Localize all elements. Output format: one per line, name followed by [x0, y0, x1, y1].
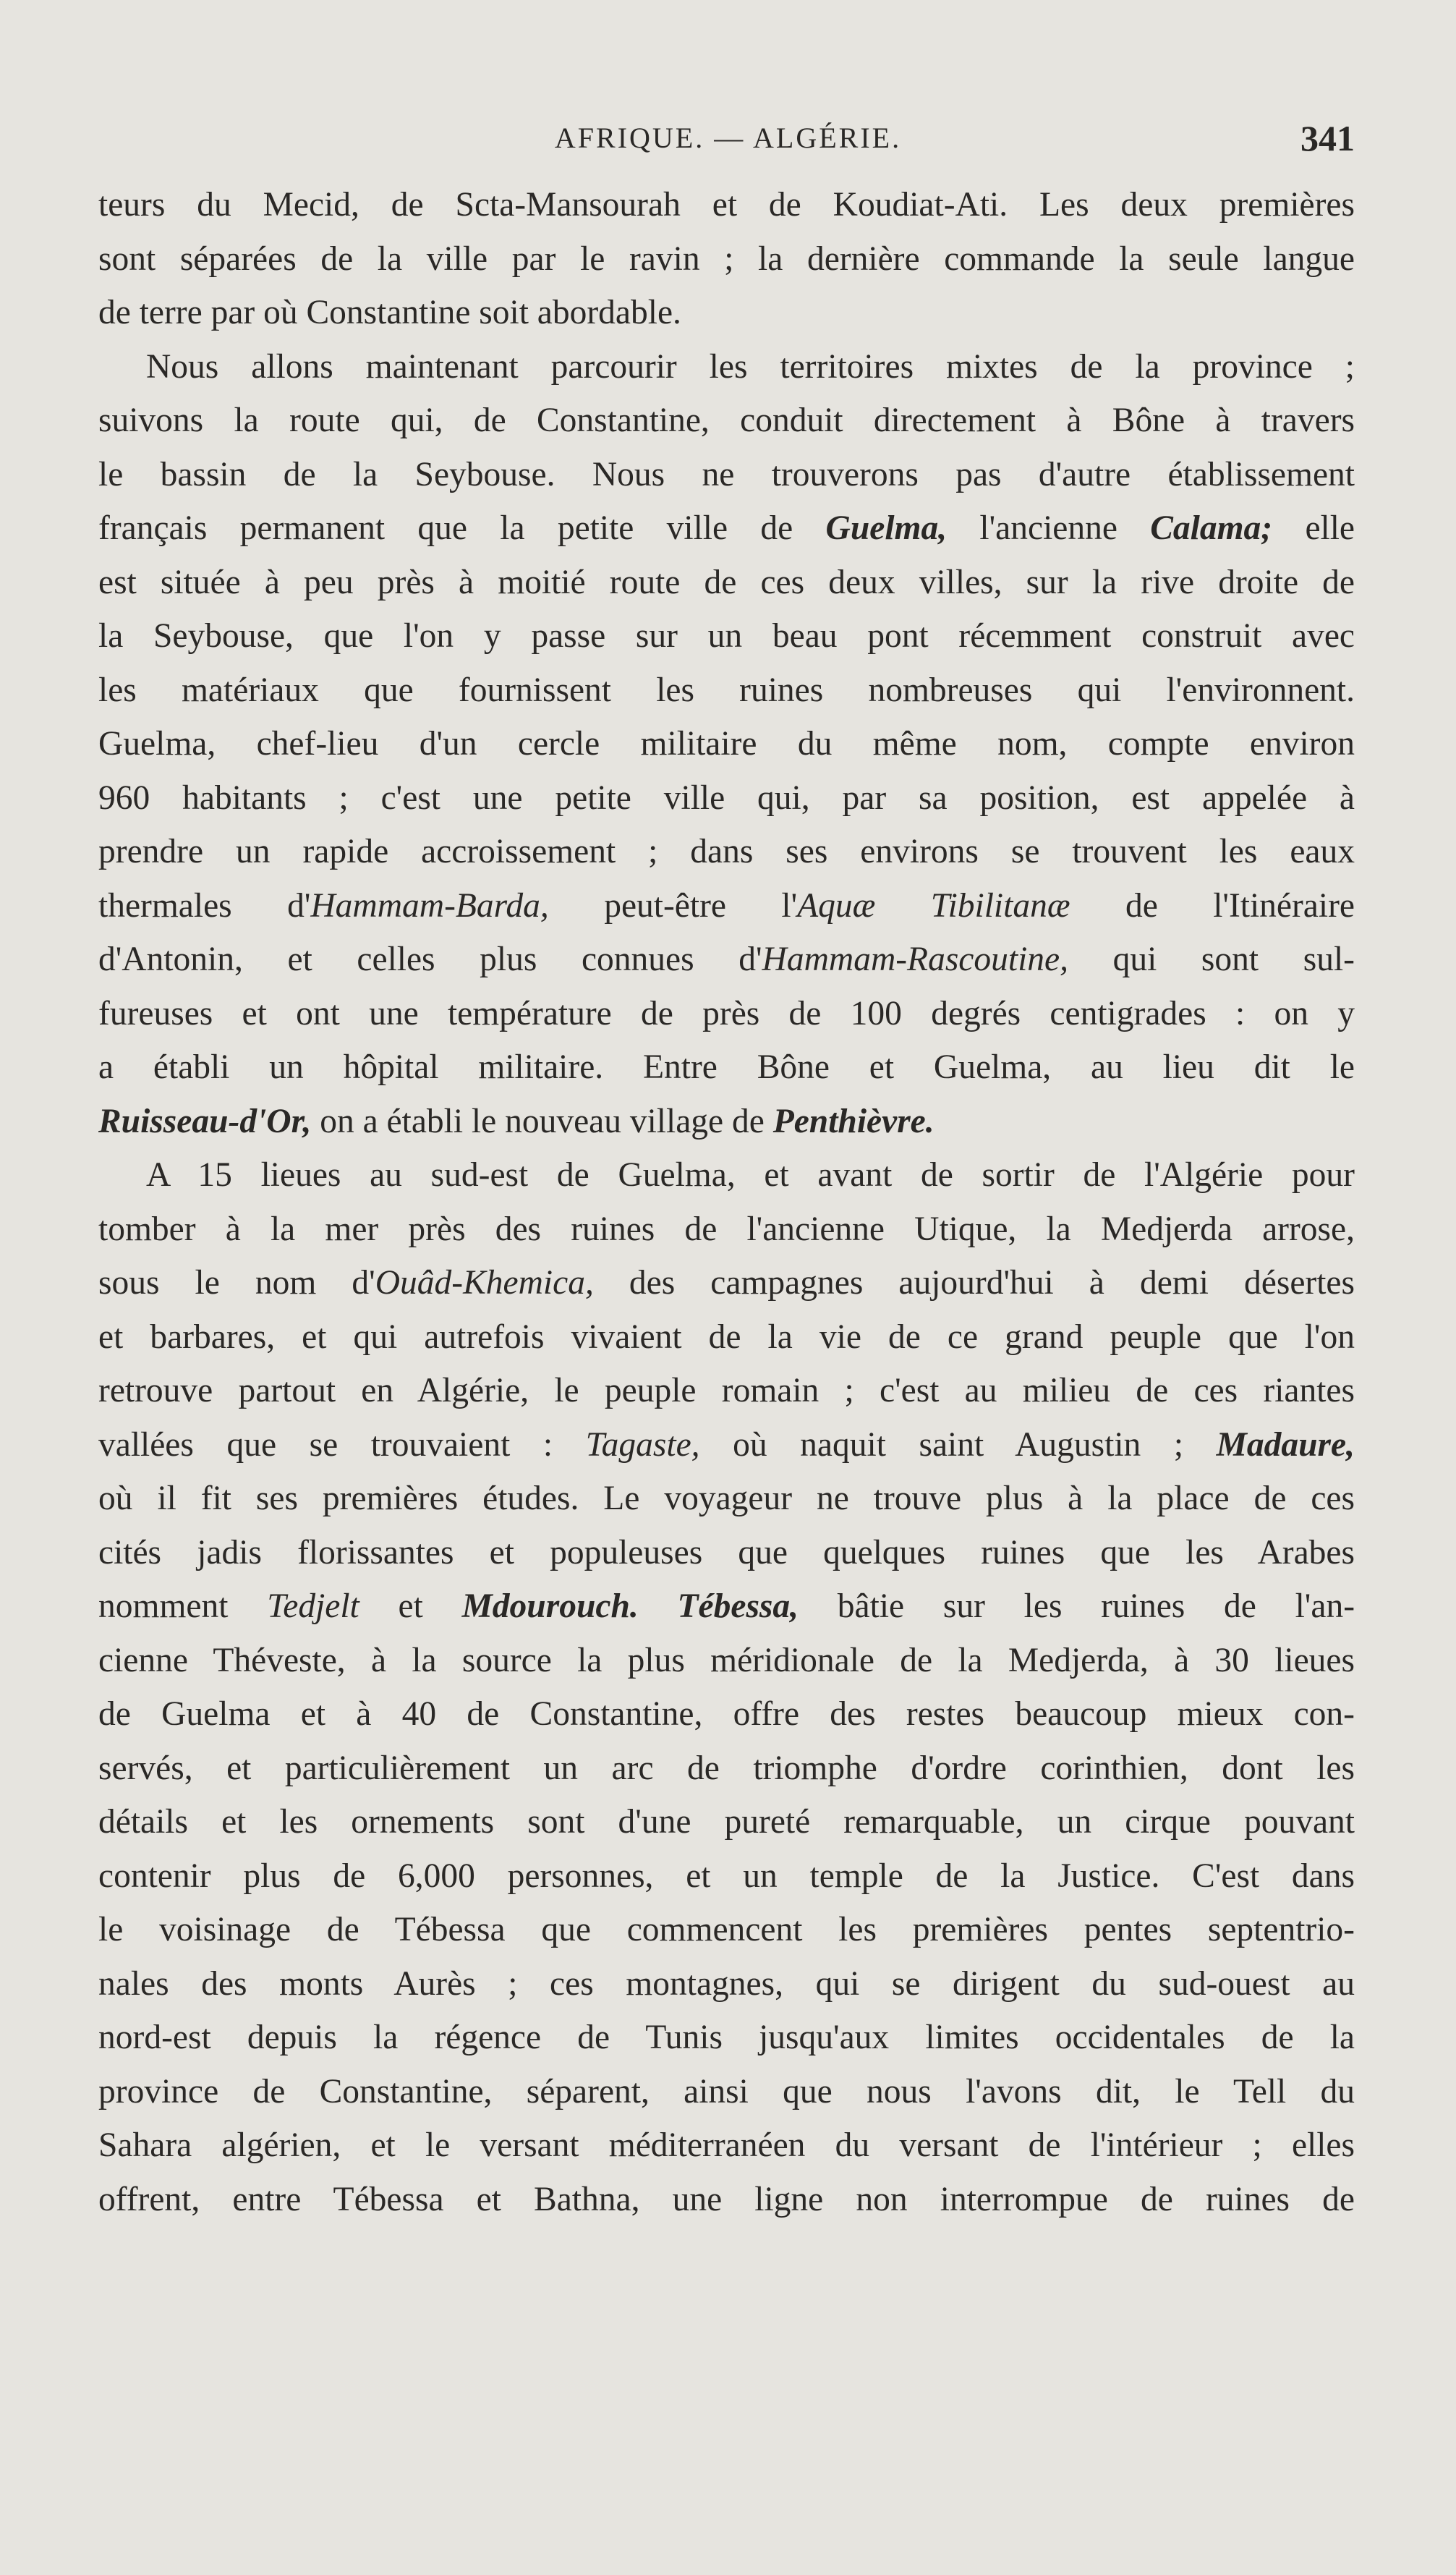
text-line: suivons la route qui, de Constantine, conduit directement à Bône à travers	[98, 402, 1355, 439]
text-line: où il fit ses premières études. Le voyageur ne trouve plus à la place de ces	[98, 1480, 1355, 1517]
place-name: Tébessa,	[677, 1587, 799, 1625]
text-line: la Seybouse, que l'on y passe sur un beau pont récemment construit avec	[98, 617, 1355, 655]
place-name: Aquæ Tibilitanæ	[797, 886, 1070, 925]
text-line: cités jadis florissantes et populeuses que quelques ruines que les Arabes	[98, 1533, 1355, 1571]
text-line: nord-est depuis la régence de Tunis jusqu'aux limites occidentales de la	[98, 2019, 1355, 2056]
text-line: Sahara algérien, et le versant méditerranéen du versant de l'intérieur ; elles	[98, 2126, 1355, 2164]
place-name: Madaure,	[1216, 1425, 1355, 1464]
text-line: 960 habitants ; c'est une petite ville qui, par sa position, est appelée à	[98, 779, 1355, 817]
text-line: contenir plus de 6,000 personnes, et un temple de la Justice. C'est dans	[98, 1857, 1355, 1895]
text-line: le voisinage de Tébessa que commencent les premières pentes septentrio-	[98, 1911, 1355, 1948]
text-line: Ruisseau-d'Or, on a établi le nouveau village de Penthièvre.	[98, 1102, 935, 1140]
text-line: français permanent que la petite ville de Guelma, l'ancienne Calama; elle	[98, 509, 1355, 547]
text-line: Guelma, chef-lieu d'un cercle militaire du même nom, compte environ	[98, 725, 1355, 763]
place-name: Penthièvre.	[772, 1102, 935, 1140]
text-line: province de Constantine, séparent, ainsi que nous l'avons dit, le Tell du	[98, 2072, 1355, 2111]
text-line: d'Antonin, et celles plus connues d'Hammam-Rascoutine, qui sont sul-	[98, 941, 1355, 978]
place-name: Hammam-Barda,	[310, 886, 549, 925]
text-line: est située à peu près à moitié route de ces deux villes, sur la rive droite de	[98, 563, 1355, 601]
place-name: Ouâd-Khemica,	[375, 1264, 594, 1302]
text-line: prendre un rapide accroissement ; dans ses environs se trouvent les eaux	[98, 833, 1355, 870]
text-line: détails et les ornements sont d'une pureté remarquable, un cirque pouvant	[98, 1803, 1355, 1841]
text-line: tomber à la mer près des ruines de l'ancienne Utique, la Medjerda arrose,	[98, 1210, 1355, 1248]
place-name: Hammam-Rascoutine,	[762, 941, 1068, 978]
text-line: vallées que se trouvaient : Tagaste, où naquit saint Augustin ; Madaure,	[98, 1425, 1355, 1464]
text-line: teurs du Mecid, de Scta-Mansourah et de Koudiat-Ati. Les deux premières	[98, 186, 1355, 224]
text-line: a établi un hôpital militaire. Entre Bône et Guelma, au lieu dit le	[98, 1048, 1355, 1086]
text-line: nales des monts Aurès ; ces montagnes, qui se dirigent du sud-ouest au	[98, 1964, 1355, 2003]
text-line: sont séparées de la ville par le ravin ; la dernière commande la seule langue	[98, 239, 1355, 278]
text-line: nomment Tedjelt et Mdourouch. Tébessa, bâtie sur les ruines de l'an-	[98, 1587, 1355, 1625]
text-line: A 15 lieues au sud-est de Guelma, et avant de sortir de l'Algérie pour	[146, 1156, 1355, 1194]
place-name: Tagaste,	[585, 1425, 700, 1464]
text-line: et barbares, et qui autrefois vivaient de la vie de ce grand peuple que l'on	[98, 1318, 1355, 1356]
text-line: retrouve partout en Algérie, le peuple romain ; c'est au milieu de ces riantes	[98, 1372, 1355, 1409]
text-line: offrent, entre Tébessa et Bathna, une ligne non interrompue de ruines de	[98, 2180, 1355, 2218]
page-header	[101, 116, 1355, 161]
text-line: le bassin de la Seybouse. Nous ne trouverons pas d'autre établissement	[98, 455, 1355, 493]
text-line: servés, et particulièrement un arc de triomphe d'ordre corinthien, dont les	[98, 1749, 1355, 1787]
place-name: Ruisseau-d'Or,	[98, 1102, 312, 1140]
text-line: sous le nom d'Ouâd-Khemica, des campagnes aujourd'hui à demi désertes	[98, 1264, 1355, 1302]
text-line: Nous allons maintenant parcourir les territoires mixtes de la province ;	[146, 347, 1355, 386]
text-line: les matériaux que fournissent les ruines nombreuses qui l'environnent.	[98, 671, 1355, 709]
text-line: thermales d'Hammam-Barda, peut-être l'Aquæ Tibilitanæ de l'Itinéraire	[98, 886, 1355, 925]
place-name: Mdourouch.	[461, 1587, 639, 1625]
body-text	[98, 178, 1355, 2226]
text-line: fureuses et ont une température de près de 100 degrés centigrades : on y	[98, 994, 1355, 1032]
running-head: AFRIQUE. — ALGÉRIE.	[554, 122, 902, 154]
text-line: de Guelma et à 40 de Constantine, offre des restes beaucoup mieux con-	[98, 1695, 1355, 1733]
place-name: Tedjelt	[267, 1587, 359, 1625]
text-line: cienne Théveste, à la source la plus méridionale de la Medjerda, à 30 lieues	[98, 1641, 1355, 1679]
text-line: de terre par où Constantine soit abordable.	[98, 294, 681, 331]
page-number: 341	[1300, 118, 1355, 158]
place-name: Guelma,	[825, 509, 948, 547]
place-name: Calama;	[1150, 509, 1273, 547]
